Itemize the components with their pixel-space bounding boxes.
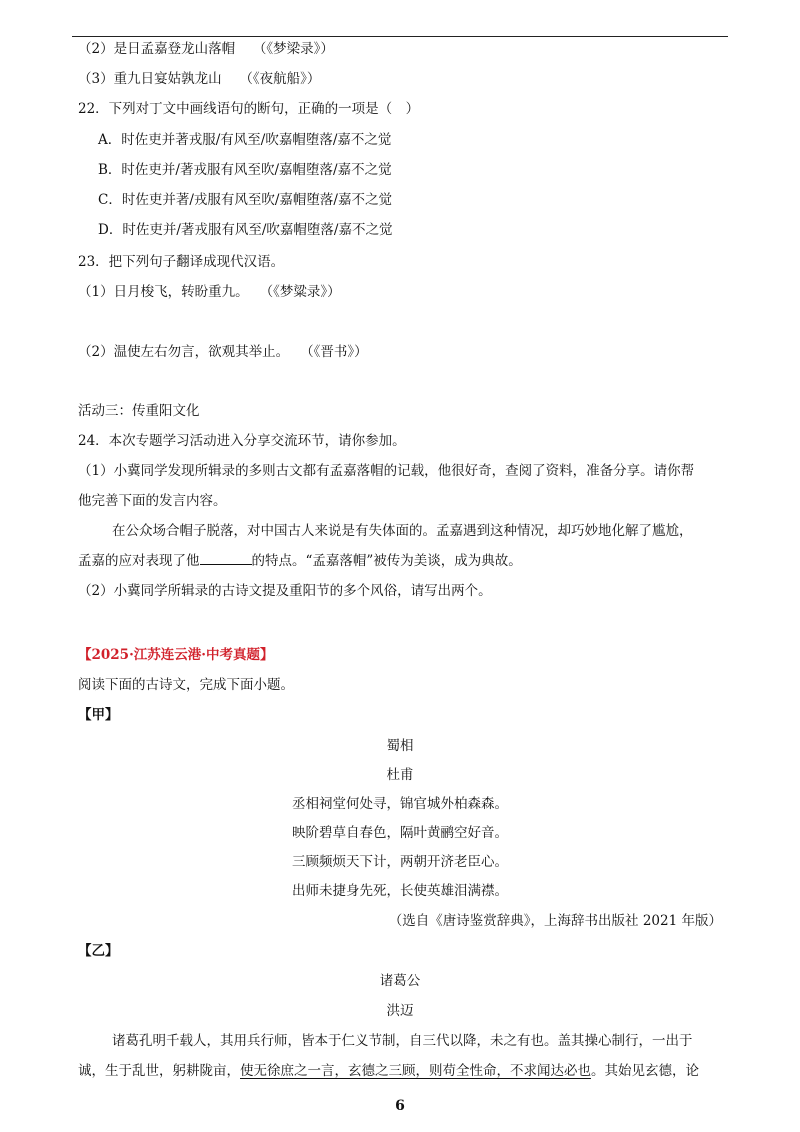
speech-line-2-prefix: 孟嘉的应对表现了他: [78, 553, 200, 569]
essay-line-2-prefix: 诚，生于乱世，躬耕陇亩，: [78, 1063, 240, 1079]
essay-title: 诸葛公: [379, 973, 421, 989]
section-yi-label: 【乙】: [78, 943, 119, 959]
poem-line-4: 出师未捷身先死，长使英雄泪满襟。: [292, 883, 508, 899]
question-23-1: （1）日月梭飞，转盼重九。 （《梦粱录》）: [78, 284, 341, 300]
page-number: 6: [395, 1098, 405, 1114]
essay-line-2: [78, 1062, 699, 1080]
poem-title: 蜀相: [386, 738, 414, 754]
poem-line-3: 三顾频烦天下计，两朝开济老臣心。: [292, 854, 508, 870]
essay-underlined-sentence: 使无徐庶之一言，玄德之三顾，则苟全性命，不求闻达必也: [240, 1063, 591, 1079]
reading-instruction: 阅读下面的古诗文，完成下面小题。: [78, 677, 294, 693]
essay-author: 洪迈: [386, 1003, 414, 1019]
question-23: 23．把下列句子翻译成现代汉语。: [78, 254, 285, 270]
speech-line-1: 在公众场合帽子脱落，对中国古人来说是有失体面的。孟嘉遇到这种情况，却巧妙地化解了尴尬，: [112, 523, 693, 539]
exam-source-tag: 【2025·江苏连云港·中考真题】: [78, 647, 274, 663]
text-line-2: （3）重九日宴姑孰龙山 （《夜航船》）: [78, 71, 321, 87]
poem-line-1: 丞相祠堂何处寻，锦官城外柏森森。: [292, 796, 508, 812]
option-22-d: D．时佐吏并/著戎服有风至/吹嘉帽堕落/嘉不之觉: [98, 222, 393, 238]
option-22-b: B．时佐吏并/著戎服有风至吹/嘉帽堕落/嘉不之觉: [98, 162, 392, 178]
question-24: 24．本次专题学习活动进入分享交流环节，请你参加。: [78, 433, 406, 449]
option-22-a: A．时佐吏并著戎服/有风至/吹嘉帽堕落/嘉不之觉: [98, 132, 392, 148]
section-jia-label: 【甲】: [78, 707, 119, 723]
poem-source: （选自《唐诗鉴赏辞典》，上海辞书出版社 2021 年版）: [388, 913, 722, 929]
question-24-2: （2）小冀同学所辑录的古诗文提及重阳节的多个风俗，请写出两个。: [78, 583, 492, 599]
fill-blank[interactable]: [200, 552, 252, 565]
activity-3-title: 活动三：传重阳文化: [78, 403, 200, 419]
speech-line-2: [78, 552, 522, 570]
question-24-1-line-2: 他完善下面的发言内容。: [78, 493, 227, 509]
poem-author: 杜甫: [386, 767, 414, 783]
header-rule: [72, 36, 728, 37]
option-22-c: C．时佐吏并著/戎服有风至吹/嘉帽堕落/嘉不之觉: [98, 192, 392, 208]
question-24-1-line-1: （1）小冀同学发现所辑录的多则古文都有孟嘉落帽的记载，他很好奇，查阅了资料，准备分享。请你帮: [78, 463, 695, 479]
essay-line-2-suffix: 。其始见玄德，论: [591, 1063, 699, 1079]
question-22: 22．下列对丁文中画线语句的断句，正确的一项是（ ）: [78, 101, 420, 117]
question-23-2: （2）温使左右勿言，欲观其举止。 （《晋书》）: [78, 344, 368, 360]
poem-line-2: 映阶碧草自春色，隔叶黄鹂空好音。: [292, 825, 508, 841]
speech-line-2-suffix: 的特点。“孟嘉落帽”被传为美谈，成为典故。: [251, 553, 522, 569]
essay-line-1: 诸葛孔明千载人，其用兵行师，皆本于仁义节制，自三代以降，未之有也。盖其操心制行，一出于: [112, 1033, 693, 1049]
text-line-1: （2）是日孟嘉登龙山落帽 （《梦梁录》）: [78, 41, 334, 57]
